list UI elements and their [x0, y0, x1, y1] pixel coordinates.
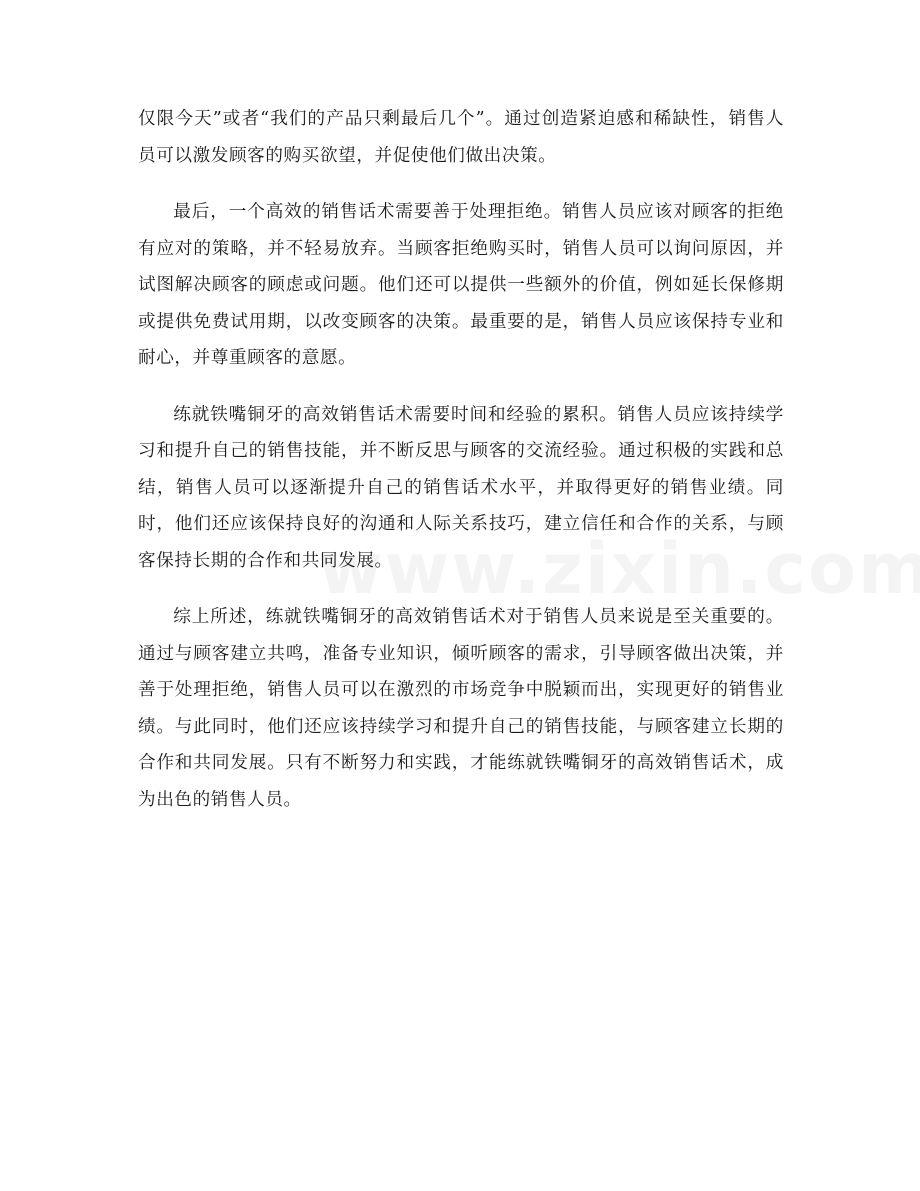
paragraph-handling-rejection: 最后，一个高效的销售话术需要善于处理拒绝。销售人员应该对顾客的拒绝有应对的策略，并不轻易放弃。当顾客拒绝购买时，销售人员可以询问原因，并试图解决顾客的顾虑或问题。他们还可以提供一些额外的价值，例如延长保修期或提供免费试用期，以改变顾客的决策。最重要的是，销售人员应该保持专业和耐心，并尊重顾客的意愿。: [138, 202, 784, 368]
paragraph-conclusion: 综上所述，练就铁嘴铜牙的高效销售话术对于销售人员来说是至关重要的。通过与顾客建立共鸣，准备专业知识，倾听顾客的需求，引导顾客做出决策，并善于处理拒绝，销售人员可以在激烈的市场竞争中脱颖而出，实现更好的销售业绩。与此同时，他们还应该持续学习和提升自己的销售技能，与顾客建立长期的合作和共同发展。只有不断努力和实践，才能练就铁嘴铜牙的高效销售话术，成为出色的销售人员。: [138, 607, 784, 810]
paragraph-practice-experience: 练就铁嘴铜牙的高效销售话术需要时间和经验的累积。销售人员应该持续学习和提升自己的销售技能，并不断反思与顾客的交流经验。通过积极的实践和总结，销售人员可以逐渐提升自己的销售话术水平，并取得更好的销售业绩。同时，他们还应该保持良好的沟通和人际关系技巧，建立信任和合作的关系，与顾客保持长期的合作和共同发展。: [138, 404, 784, 571]
paragraph-continuation: 仅限今天”或者“我们的产品只剩最后几个”。通过创造紧迫感和稀缺性，销售人员可以激发顾客的购买欲望，并促使他们做出决策。: [138, 109, 784, 166]
document-body: [138, 101, 784, 838]
